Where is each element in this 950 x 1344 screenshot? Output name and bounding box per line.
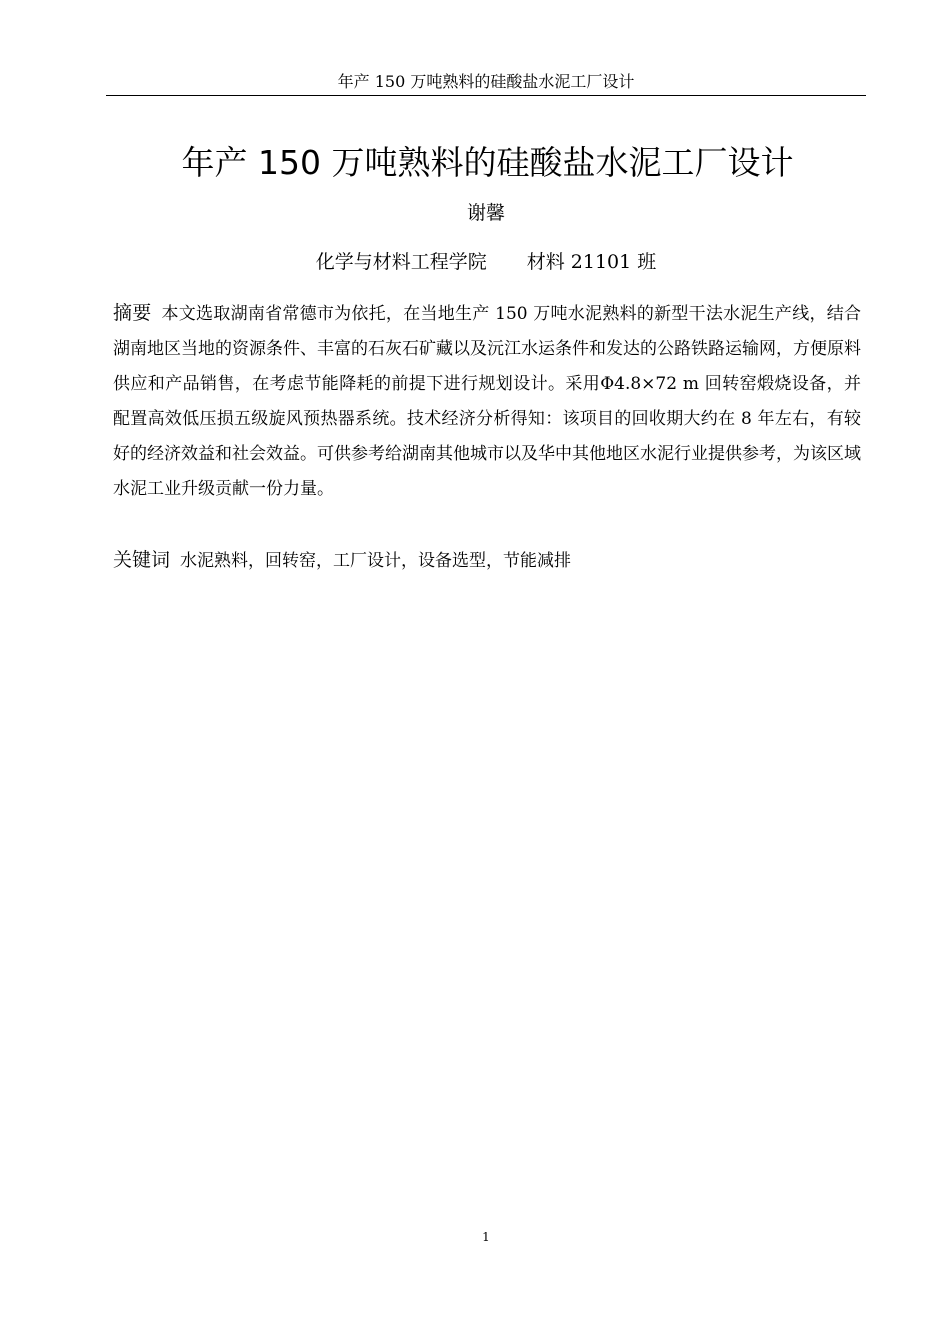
page-number: 1 [482,1230,490,1244]
abstract-label: 摘要 [113,302,152,324]
abstract-paragraph [113,296,861,507]
running-header: 年产 150 万吨熟料的硅酸盐水泥工厂设计 [337,72,635,91]
affiliation-line [106,248,866,276]
author-name: 谢馨 [466,202,505,224]
keywords-label: 关键词 [113,549,171,571]
keywords-text: 水泥熟料，回转窑，工厂设计，设备选型，节能减排 [180,551,572,571]
abstract-text: 本文选取湖南省常德市为依托，在当地生产 150 万吨水泥熟料的新型干法水泥生产线，结合湖南地区当地的资源条件、丰富的石灰石矿藏以及沅江水运条件和发达的公路铁路运输网，方便原料供应和产品销售，在考虑节能降耗的前提下进行规划设计。采用Φ4.8×72 m 回转窑煅烧设备，并配置高效低压损五级旋风预热器系统。技术经济分析得知：该项目的回收期大约在 8 年左右，有较好的经济效益和社会效益。可供参考给湖南其他城市以及华中其他地区水泥行业提供参考，为该区域水泥工业升级贡献一份力量。 [113,304,861,499]
document-title: 年产 150 万吨熟料的硅酸盐水泥工厂设计 [181,143,794,182]
header-divider [106,95,866,96]
keywords-line [113,544,861,577]
school-name: 化学与材料工程学院 [315,251,487,273]
class-name: 材料 21101 班 [526,251,657,273]
